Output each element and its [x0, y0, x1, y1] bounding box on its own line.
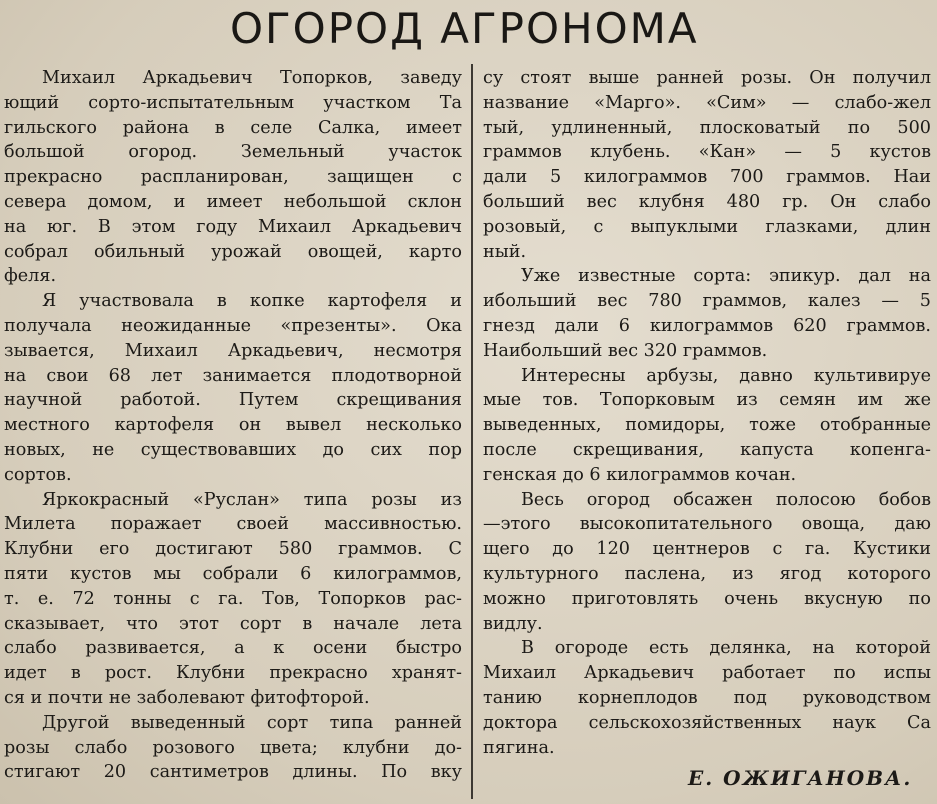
text-line: Милета поражает своей массивностью.: [4, 514, 462, 535]
text-line: выведенных, помидоры, тоже отобранные: [483, 415, 931, 436]
text-line: розы слабо розового цвета; клубни до-: [4, 737, 462, 758]
text-line: гнезд дали 6 килограммов 620 граммов.: [483, 315, 931, 336]
text-line: граммов клубень. «Кан» — 5 кустов: [483, 142, 931, 163]
text-line: генская до 6 килограммов кочан.: [483, 464, 797, 485]
text-line: местного картофеля он вывел несколько: [4, 415, 462, 436]
text-line: собрал обильный урожай овощей, карто: [4, 241, 462, 262]
text-line: прекрасно распланирован, защищен с: [4, 167, 462, 188]
text-line: идет в рост. Клубни прекрасно хранят-: [4, 663, 462, 684]
text-line: большой огород. Земельный участок: [4, 142, 462, 163]
author-signature: Е. ОЖИГАНОВА.: [688, 766, 913, 790]
text-line: название «Марго». «Сим» — слабо-жел: [483, 92, 931, 113]
text-line: Наибольший вес 320 граммов.: [483, 340, 768, 361]
text-line: Клубни его достигают 580 граммов. С: [4, 539, 462, 560]
text-line: новых, не существовавших до сих пор: [4, 439, 462, 460]
text-line: на юг. В этом году Михаил Аркадьевич: [4, 216, 462, 237]
text-line: больший вес клубня 480 гр. Он слабо: [483, 191, 931, 212]
text-line: получала неожиданные «презенты». Ока: [4, 315, 462, 336]
text-line: тый, удлиненный, плосковатый по 500: [483, 117, 931, 138]
text-line: пягина.: [483, 737, 555, 758]
text-line: щего до 120 центнеров с га. Кустики: [483, 539, 931, 560]
text-line: можно приготовлять очень вкусную по: [483, 588, 931, 609]
text-line: Уже известные сорта: эпикур. дал на: [521, 266, 931, 287]
left-column: [4, 66, 462, 785]
text-line: после скрещивания, капуста копенга-: [483, 439, 931, 460]
text-line: сортов.: [4, 464, 72, 485]
text-line: на свои 68 лет занимается плодотворной: [4, 365, 462, 386]
text-line: розовый, с выпуклыми глазками, длин: [483, 216, 931, 237]
text-line: су стоят выше ранней розы. Он получил: [483, 68, 931, 88]
text-line: ибольший вес 780 граммов, калез — 5: [483, 291, 931, 312]
text-line: Весь огород обсажен полосою бобов: [521, 489, 931, 510]
text-line: ный.: [483, 241, 527, 262]
text-line: видлу.: [483, 613, 543, 634]
text-line: стигают 20 сантиметров длины. По вку: [4, 762, 462, 783]
text-line: Интересны арбузы, давно культивируе: [521, 365, 931, 386]
text-line: культурного паслена, из ягод которого: [483, 563, 931, 584]
text-line: дали 5 килограммов 700 граммов. Наи: [483, 167, 931, 188]
text-line: ся и почти не заболевают фитофторой.: [4, 687, 370, 708]
text-line: танию корнеплодов под руководством: [483, 687, 931, 708]
text-line: Другой выведенный сорт типа ранней: [42, 712, 462, 733]
text-line: пяти кустов мы собрали 6 килограммов,: [4, 563, 462, 584]
text-line: Яркокрасный «Руслан» типа розы из: [42, 489, 462, 510]
text-line: зывается, Михаил Аркадьевич, несмотря: [4, 340, 462, 361]
text-line: научной работой. Путем скрещивания: [4, 390, 462, 411]
text-line: Михаил Аркадьевич работает по испы: [483, 663, 931, 684]
text-line: Я участвовала в копке картофеля и: [42, 291, 462, 312]
right-column: [483, 66, 931, 760]
column-divider: [471, 64, 473, 799]
text-line: В огороде есть делянка, на которой: [521, 638, 931, 659]
text-line: ющий сорто-испытательным участком Та: [4, 92, 462, 113]
text-line: Михаил Аркадьевич Топорков, заведу: [42, 68, 462, 88]
text-line: мые тов. Топорковым из семян им же: [483, 390, 931, 411]
article-headline: ОГОРОД АГРОНОМА: [230, 4, 699, 53]
text-line: сказывает, что этот сорт в начале лета: [4, 613, 462, 634]
text-line: слабо развивается, а к осени быстро: [4, 638, 462, 659]
text-line: т. е. 72 тонны с га. Тов, Топорков рас-: [4, 588, 462, 609]
text-line: севера домом, и имеет небольшой склон: [4, 191, 462, 212]
text-line: доктора сельскохозяйственных наук Са: [483, 712, 931, 733]
text-line: гильского района в селе Салка, имеет: [4, 117, 462, 138]
text-line: —этого высокопитательного овоща, даю: [483, 514, 931, 535]
text-line: феля.: [4, 266, 57, 287]
